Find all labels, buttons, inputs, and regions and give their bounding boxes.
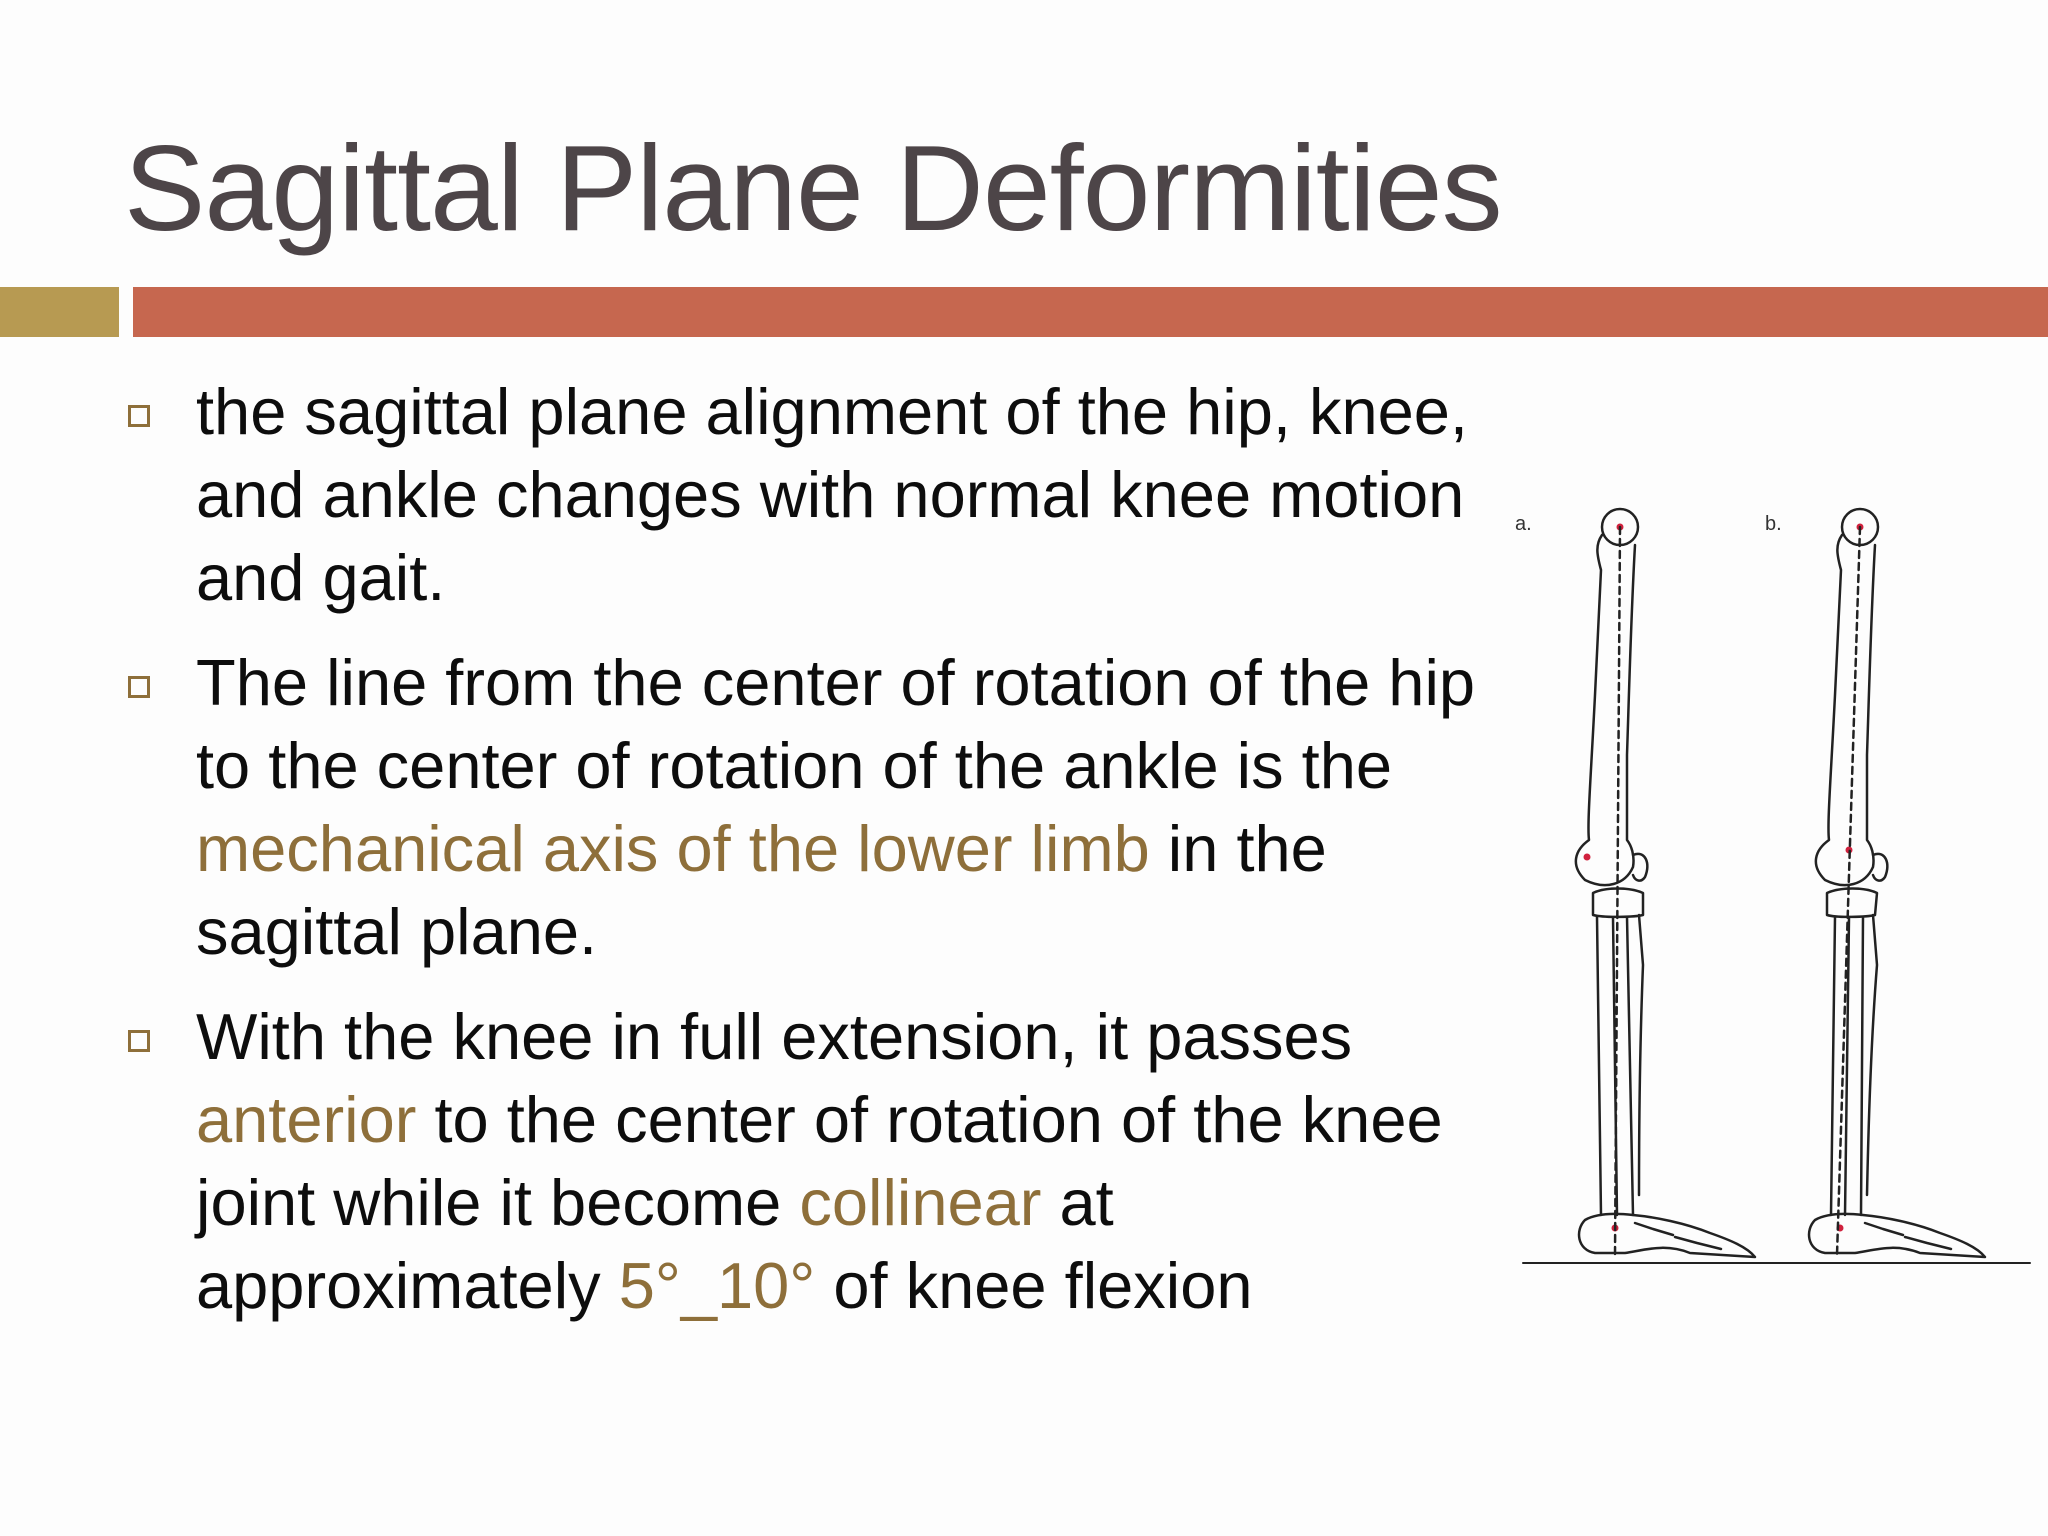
bullet-item (124, 641, 1524, 973)
bullet-text (196, 375, 1468, 614)
leg-skeleton-illustration (1515, 495, 2035, 1275)
bullet-list (124, 370, 1524, 1349)
text-segment: With the knee in full extension, it passes (196, 1000, 1353, 1073)
panel-label-b: b. (1765, 513, 1782, 535)
text-segment: to the center of rotation of the knee joint while it become (196, 1083, 1443, 1239)
text-segment: the sagittal plane alignment of the hip, knee, and ankle changes with normal knee motion and gait. (196, 375, 1468, 614)
text-segment: at approximately (196, 1166, 1114, 1322)
title-accent-bar-gold (0, 287, 119, 337)
bullet-item (124, 995, 1524, 1327)
leg-skeleton-icon (1515, 509, 2030, 1263)
bullet-item (124, 370, 1524, 619)
title-accent-bar-red (133, 287, 2048, 337)
text-segment: The line from the center of rotation of the hip to the center of rotation of the ankle is the (196, 646, 1476, 802)
bullet-text (196, 646, 1475, 968)
slide-title: Sagittal Plane Deformities (124, 120, 1502, 256)
text-segment: of knee flexion (815, 1249, 1253, 1322)
square-bullet-icon (128, 676, 150, 698)
bullet-text (196, 1000, 1443, 1322)
square-bullet-icon (128, 405, 150, 427)
highlighted-term: collinear (799, 1166, 1042, 1239)
text-segment: in the sagittal plane. (196, 812, 1327, 968)
highlighted-term: 5°_10° (618, 1249, 816, 1322)
panel-label-a: a. (1515, 513, 1532, 535)
highlighted-term: mechanical axis of the lower limb (196, 812, 1150, 885)
square-bullet-icon (128, 1030, 150, 1052)
highlighted-term: anterior (196, 1083, 417, 1156)
